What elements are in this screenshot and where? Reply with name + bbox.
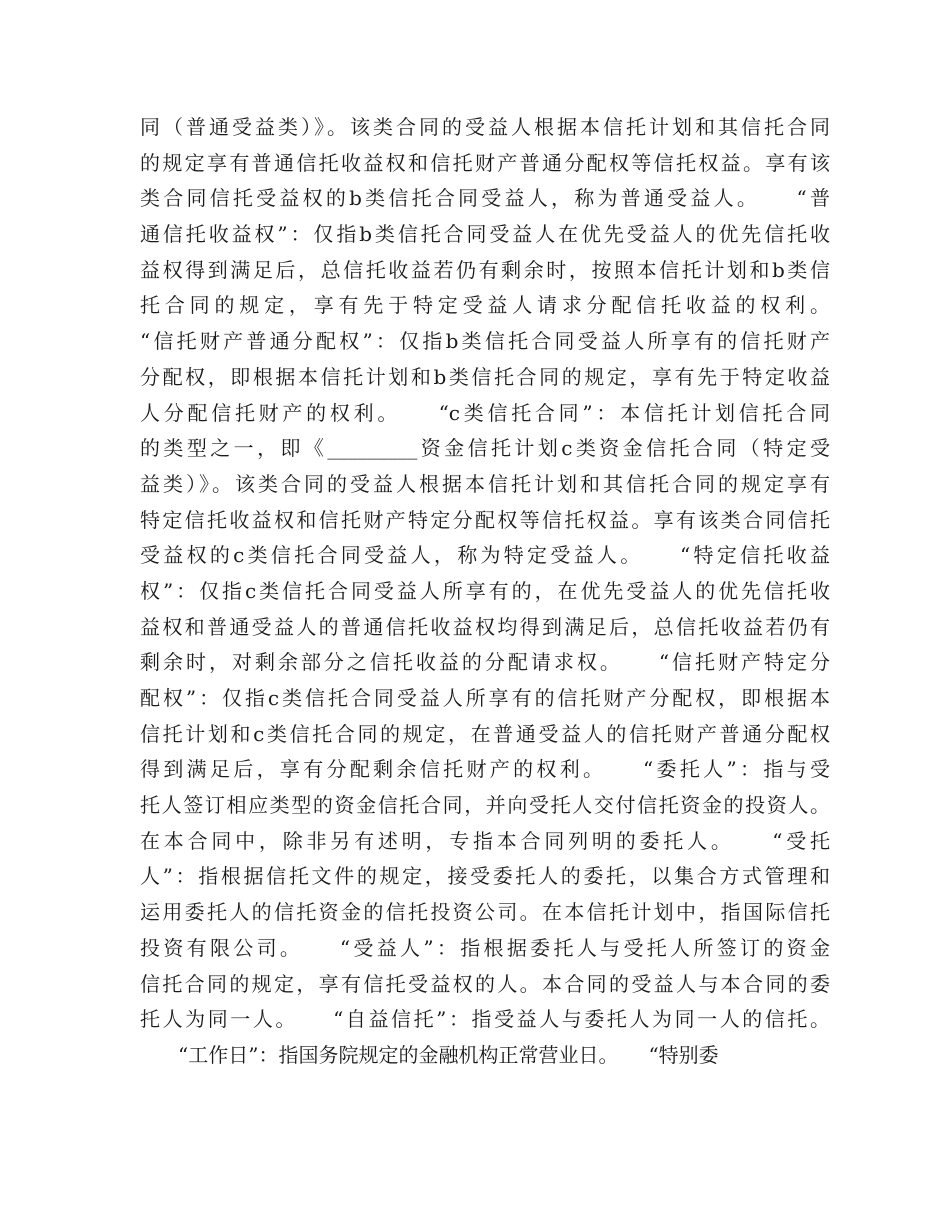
text-line: 托合同的规定，享有先于特定受益人请求分配信托收益的权利。 bbox=[140, 293, 830, 318]
text-line: 益权得到满足后，总信托收益若仍有剩余时，按照本信托计划和b类信 bbox=[140, 257, 830, 282]
text-line: 的规定享有普通信托收益权和信托财产普通分配权等信托权益。享有该 bbox=[140, 150, 830, 175]
text-line: 类合同信托受益权的b类信托合同受益人，称为普通受益人。 “普 bbox=[140, 186, 830, 211]
text-line: 信托计划和c类信托合同的规定，在普通受益人的信托财产普通分配权 bbox=[140, 721, 830, 746]
text-line: 人分配信托财产的权利。 “c类信托合同”：本信托计划信托合同 bbox=[140, 400, 830, 425]
text-line: “信托财产普通分配权”：仅指b类信托合同受益人所享有的信托财产 bbox=[140, 329, 830, 354]
text-line: 运用委托人的信托资金的信托投资公司。在本信托计划中，指国际信托 bbox=[140, 900, 830, 925]
text-line: 得到满足后，享有分配剩余信托财产的权利。 “委托人”：指与受 bbox=[140, 757, 830, 782]
text-line: 托人签订相应类型的资金信托合同，并向受托人交付信托资金的投资人。 bbox=[140, 793, 830, 818]
text-line: 通信托收益权”：仅指b类信托合同受益人在优先受益人的优先信托收 bbox=[140, 222, 830, 247]
text-line: 益权和普通受益人的普通信托收益权均得到满足后，总信托收益若仍有 bbox=[140, 614, 830, 639]
text-line: 信托合同的规定，享有信托受益权的人。本合同的受益人与本合同的委 bbox=[140, 971, 830, 996]
body-text bbox=[140, 110, 830, 1074]
text-line: 受益权的c类信托合同受益人，称为特定受益人。 “特定信托收益 bbox=[140, 543, 830, 568]
text-line: 益类）》。该类合同的受益人根据本信托计划和其信托合同的规定享有 bbox=[140, 471, 830, 496]
text-line: 同（普通受益类）》。该类合同的受益人根据本信托计划和其信托合同 bbox=[140, 115, 830, 139]
text-line: 人”：指根据信托文件的规定，接受委托人的委托，以集合方式管理和 bbox=[140, 864, 830, 889]
text-line: 权”：仅指c类信托合同受益人所享有的，在优先受益人的优先信托收 bbox=[140, 578, 830, 603]
text-line: “工作日”：指国务院规定的金融机构正常营业日。 “特别委 bbox=[178, 1042, 719, 1067]
text-line: 配权”：仅指c类信托合同受益人所享有的信托财产分配权，即根据本 bbox=[140, 686, 830, 710]
text-line: 投资有限公司。 “受益人”：指根据委托人与受托人所签订的资金 bbox=[140, 935, 830, 960]
text-line: 托人为同一人。 “自益信托”：指受益人与委托人为同一人的信托。 bbox=[140, 1007, 830, 1032]
text-line: 分配权，即根据本信托计划和b类信托合同的规定，享有先于特定收益 bbox=[140, 364, 830, 389]
text-line: 的类型之一，即《_________资金信托计划c类资金信托合同（特定受 bbox=[140, 436, 830, 461]
text-line: 特定信托收益权和信托财产特定分配权等信托权益。享有该类合同信托 bbox=[140, 507, 830, 532]
text-line: 剩余时，对剩余部分之信托收益的分配请求权。 “信托财产特定分 bbox=[140, 650, 830, 675]
text-line: 在本合同中，除非另有述明，专指本合同列明的委托人。 “受托 bbox=[140, 828, 830, 853]
